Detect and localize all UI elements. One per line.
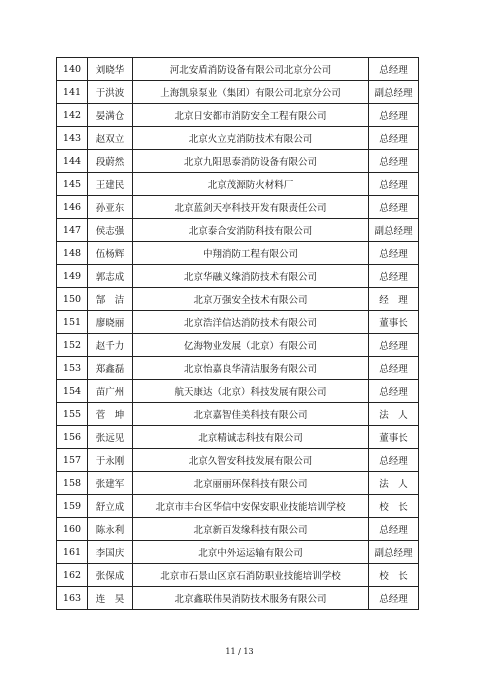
organization-name-cell: 北京丽丽环保科技有限公司 [133,472,369,495]
job-title-cell: 总经理 [369,58,419,81]
row-number-cell: 163 [57,587,88,610]
row-number-cell: 153 [57,357,88,380]
row-number-cell: 156 [57,426,88,449]
table-row [57,58,419,81]
row-number-cell: 146 [57,196,88,219]
organization-name-cell: 北京九阳思泰消防设备有限公司 [133,150,369,173]
person-name-cell: 刘晓华 [88,58,133,81]
person-name-cell: 赵双立 [88,127,133,150]
job-title-cell: 校 长 [369,495,419,518]
table-row [57,219,419,242]
person-name-cell: 张远见 [88,426,133,449]
job-title-cell: 总经理 [369,127,419,150]
table-row [57,265,419,288]
person-name-cell: 张保成 [88,564,133,587]
table-row [57,403,419,426]
row-number-cell: 160 [57,518,88,541]
organization-name-cell: 北京精诚志科技有限公司 [133,426,369,449]
organization-name-cell: 航天康达（北京）科技发展有限公司 [133,380,369,403]
job-title-cell: 法 人 [369,472,419,495]
row-number-cell: 150 [57,288,88,311]
table-row [57,311,419,334]
job-title-cell: 经 理 [369,288,419,311]
table-row [57,242,419,265]
organization-name-cell: 北京怡嘉良华清洁服务有限公司 [133,357,369,380]
row-number-cell: 151 [57,311,88,334]
job-title-cell: 总经理 [369,334,419,357]
table-row [57,380,419,403]
person-name-cell: 连 昊 [88,587,133,610]
table-row [57,541,419,564]
organization-name-cell: 北京中外运运输有限公司 [133,541,369,564]
row-number-cell: 141 [57,81,88,104]
table-row [57,426,419,449]
table-row [57,196,419,219]
job-title-cell: 总经理 [369,380,419,403]
table-row [57,288,419,311]
roster-table [56,57,419,610]
organization-name-cell: 北京新百发缘科技有限公司 [133,518,369,541]
organization-name-cell: 北京浩洋信达消防技术有限公司 [133,311,369,334]
job-title-cell: 总经理 [369,173,419,196]
job-title-cell: 总经理 [369,587,419,610]
page-number: 11 / 13 [225,647,254,656]
organization-name-cell: 亿海物业发展（北京）有限公司 [133,334,369,357]
table-row [57,587,419,610]
person-name-cell: 菅 坤 [88,403,133,426]
person-name-cell: 赵千力 [88,334,133,357]
table-row [57,173,419,196]
organization-name-cell: 北京茂源防火材料厂 [133,173,369,196]
person-name-cell: 段蔚然 [88,150,133,173]
table-row [57,495,419,518]
table-row [57,564,419,587]
job-title-cell: 总经理 [369,518,419,541]
person-name-cell: 张建军 [88,472,133,495]
organization-name-cell: 河北安盾消防设备有限公司北京分公司 [133,58,369,81]
job-title-cell: 总经理 [369,104,419,127]
table-row [57,357,419,380]
person-name-cell: 侯志强 [88,219,133,242]
row-number-cell: 142 [57,104,88,127]
row-number-cell: 154 [57,380,88,403]
job-title-cell: 总经理 [369,265,419,288]
job-title-cell: 总经理 [369,150,419,173]
organization-name-cell: 北京华融义缘消防技术有限公司 [133,265,369,288]
person-name-cell: 于洪波 [88,81,133,104]
job-title-cell: 董事长 [369,426,419,449]
row-number-cell: 148 [57,242,88,265]
job-title-cell: 法 人 [369,403,419,426]
row-number-cell: 157 [57,449,88,472]
table-row [57,518,419,541]
job-title-cell: 总经理 [369,449,419,472]
person-name-cell: 于永刚 [88,449,133,472]
organization-name-cell: 北京蓝剑天亭科技开发有限责任公司 [133,196,369,219]
organization-name-cell: 北京市石景山区京石消防职业技能培训学校 [133,564,369,587]
table-row [57,104,419,127]
table-row [57,449,419,472]
table-row [57,127,419,150]
row-number-cell: 152 [57,334,88,357]
table-row [57,334,419,357]
job-title-cell: 总经理 [369,357,419,380]
job-title-cell: 总经理 [369,196,419,219]
person-name-cell: 伍杨辉 [88,242,133,265]
row-number-cell: 162 [57,564,88,587]
organization-name-cell: 上海凯泉泵业（集团）有限公司北京分公司 [133,81,369,104]
table-row [57,81,419,104]
job-title-cell: 董事长 [369,311,419,334]
organization-name-cell: 北京火立克消防技术有限公司 [133,127,369,150]
row-number-cell: 147 [57,219,88,242]
person-name-cell: 郑鑫磊 [88,357,133,380]
organization-name-cell: 北京鑫联伟昊消防技术服务有限公司 [133,587,369,610]
person-name-cell: 郭志成 [88,265,133,288]
organization-name-cell: 北京久智安科技发展有限公司 [133,449,369,472]
job-title-cell: 副总经理 [369,219,419,242]
row-number-cell: 159 [57,495,88,518]
job-title-cell: 总经理 [369,242,419,265]
person-name-cell: 舒立成 [88,495,133,518]
organization-name-cell: 北京市丰台区华信中安保安职业技能培训学校 [133,495,369,518]
person-name-cell: 廖晓丽 [88,311,133,334]
row-number-cell: 143 [57,127,88,150]
organization-name-cell: 北京泰合安消防科技有限公司 [133,219,369,242]
row-number-cell: 161 [57,541,88,564]
organization-name-cell: 北京日安都市消防安全工程有限公司 [133,104,369,127]
person-name-cell: 苗广州 [88,380,133,403]
row-number-cell: 149 [57,265,88,288]
person-name-cell: 李国庆 [88,541,133,564]
row-number-cell: 158 [57,472,88,495]
person-name-cell: 郜 洁 [88,288,133,311]
roster-body [57,58,419,610]
row-number-cell: 155 [57,403,88,426]
row-number-cell: 140 [57,58,88,81]
row-number-cell: 145 [57,173,88,196]
person-name-cell: 孙亚东 [88,196,133,219]
job-title-cell: 副总经理 [369,541,419,564]
person-name-cell: 晏满仓 [88,104,133,127]
table-row [57,472,419,495]
job-title-cell: 副总经理 [369,81,419,104]
job-title-cell: 校 长 [369,564,419,587]
row-number-cell: 144 [57,150,88,173]
table-row [57,150,419,173]
person-name-cell: 陈永利 [88,518,133,541]
organization-name-cell: 北京嘉智佳美科技有限公司 [133,403,369,426]
person-name-cell: 王建民 [88,173,133,196]
organization-name-cell: 北京万强安全技术有限公司 [133,288,369,311]
organization-name-cell: 中翔消防工程有限公司 [133,242,369,265]
